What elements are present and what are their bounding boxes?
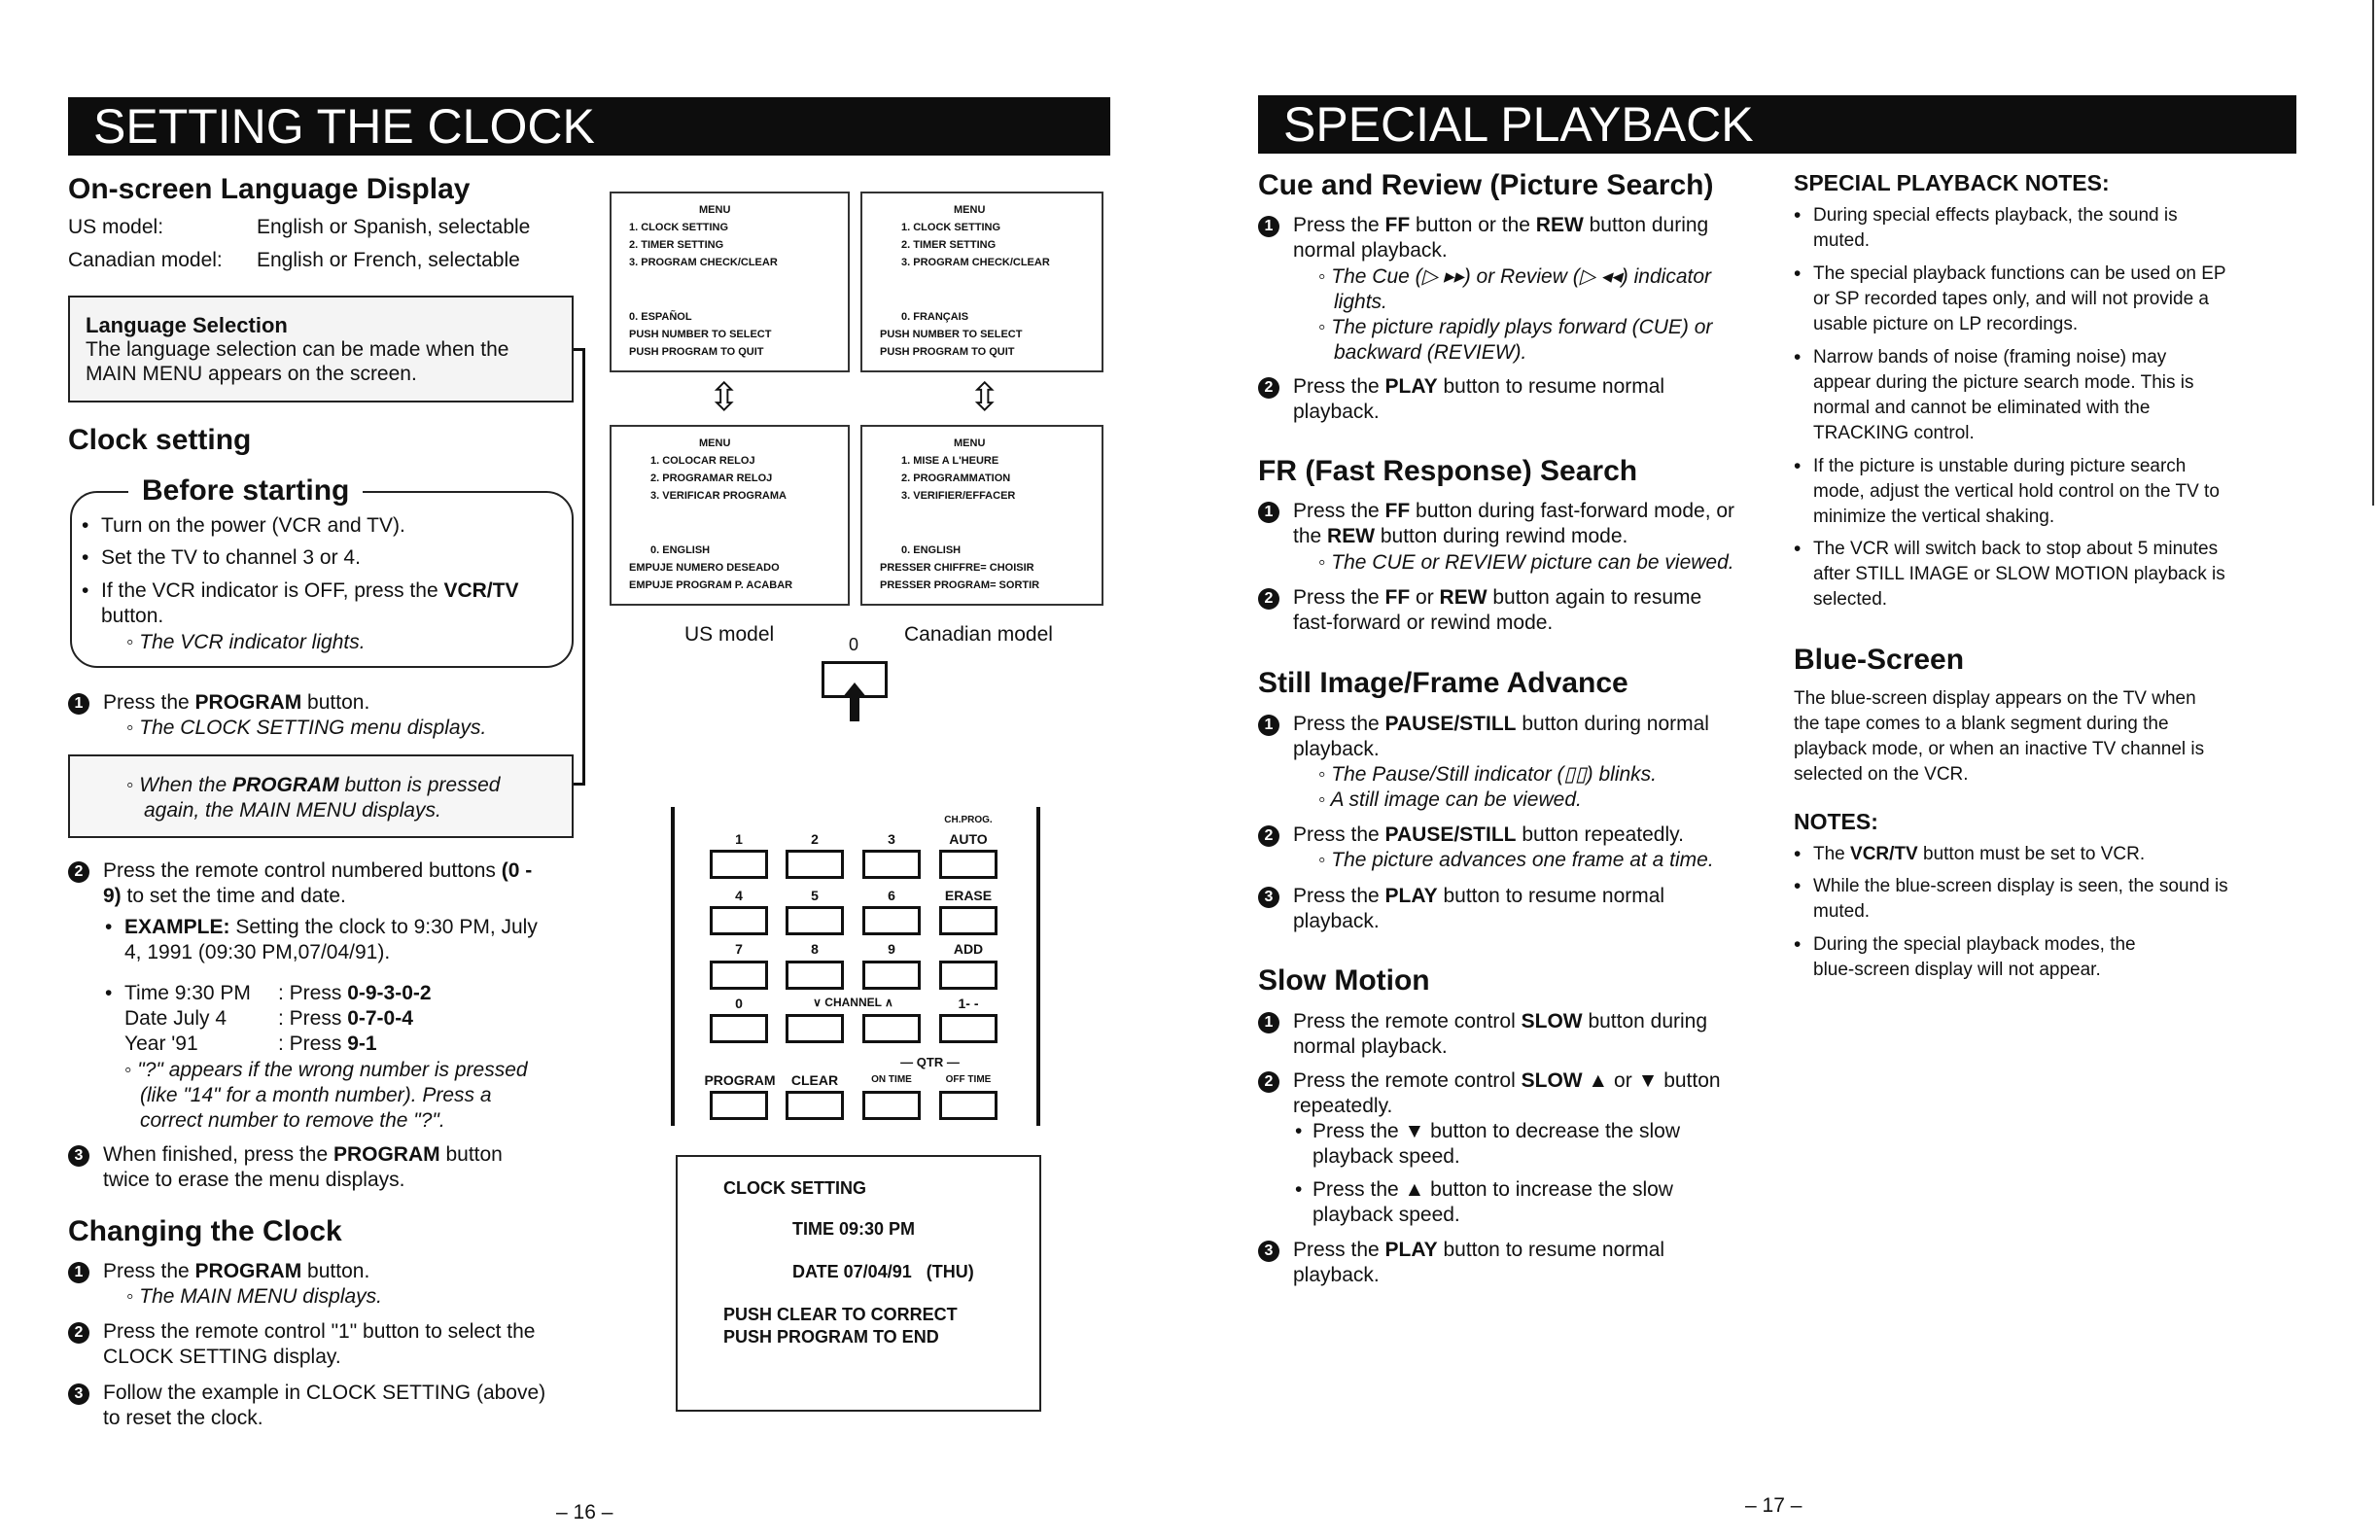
key-label: AUTO [949,831,988,847]
example-bullet: • [105,916,113,938]
still-step-1-a: Press the PAUSE/STILL button during normal [1293,713,1709,735]
step-3-text-1: When finished, press the PROGRAM button [103,1143,503,1166]
blue-text-1: The blue-screen display appears on the TV when [1794,688,2196,709]
change-step-3-a: Follow the example in CLOCK SETTING (above) [103,1382,546,1404]
channel-down-key[interactable] [786,1014,844,1043]
screen-line: 3. VERIFIER/EFFACER [901,490,1016,502]
note-3-b: appear during the picture search mode. This is [1813,372,2194,393]
key-program[interactable] [710,1091,768,1120]
screen-line: PUSH NUMBER TO SELECT [629,329,772,340]
screen-line: MENU [699,204,731,216]
note-bullet: • [1794,346,1802,368]
slow-step-3-a: Press the PLAY button to resume normal [1293,1239,1665,1261]
note-bullet: • [1794,262,1802,285]
fr-step-2-b: fast-forward or rewind mode. [1293,612,1554,634]
slow-bullet-1-a: Press the ▼ button to decrease the slow [1312,1120,1680,1142]
key-4[interactable] [710,906,768,935]
canadian-model-value: English or French, selectable [257,249,520,271]
key-label: 4 [735,888,743,903]
key-label: CLEAR [790,1072,839,1088]
language-selection-text-2: MAIN MENU appears on the screen. [86,363,417,385]
change-step-3-b: to reset the clock. [103,1407,263,1429]
blue-text-4: selected on the VCR. [1794,764,1969,785]
still-note-2: ◦ A still image can be viewed. [1318,788,1582,811]
us-menu-screen-spanish [610,425,850,606]
page-number-17: – 17 – [1745,1494,1802,1517]
note-2-c: usable picture on LP recordings. [1813,314,2079,334]
ch-prog-label: CH.PROG. [944,815,993,825]
blue-note-3-b: blue-screen display will not appear. [1813,960,2101,980]
slow-step-2-a: Press the remote control SLOW ▲ or ▼ button [1293,1069,1721,1092]
channel-up-key[interactable] [862,1014,921,1043]
note-2-a: The special playback functions can be used on EP [1813,263,2226,284]
change-step-3-marker: 3 [68,1383,89,1405]
key-3[interactable] [862,850,921,879]
step-1-note: ◦ The CLOCK SETTING menu displays. [126,717,487,739]
note-5-a: The VCR will switch back to stop about 5 minutes [1813,539,2219,559]
special-playback-banner: SPECIAL PLAYBACK [1258,95,2296,154]
fr-step-2-a: Press the FF or REW button again to resume [1293,586,1702,609]
slow-step-2-marker: 2 [1258,1071,1279,1093]
slow-bullet-1: • [1295,1120,1303,1142]
screen-line: 3. VERIFICAR PROGRAMA [650,490,787,502]
clock-screen-line-2: PUSH PROGRAM TO END [723,1327,939,1347]
screen-line: EMPUJE PROGRAM P. ACABAR [629,579,793,591]
before-bullet-3: • [82,579,89,602]
wrong-number-note-1: ◦ "?" appears if the wrong number is pressed [124,1059,528,1081]
blue-note-3-a: During the special playback modes, the [1813,934,2136,955]
screen-line: PRESSER CHIFFRE= CHOISIR [880,562,1034,574]
key-6[interactable] [862,906,921,935]
note-3-c: normal and cannot be eliminated with the [1813,398,2151,418]
cue-note-1: ◦ The Cue (▷ ▸▸) or Review (▷ ◂◂) indicator [1318,265,1712,288]
key-label: 8 [811,941,819,957]
still-step-2-note: ◦ The picture advances one frame at a time. [1318,849,1714,871]
cue-review-heading: Cue and Review (Picture Search) [1258,169,1714,201]
year-press: : Press 9-1 [278,1032,377,1055]
slow-step-1-marker: 1 [1258,1012,1279,1033]
screen-line: 1. CLOCK SETTING [901,222,1001,233]
screen-line: 2. PROGRAMAR RELOJ [650,472,773,484]
step-3-marker: 3 [68,1145,89,1167]
note-4-a: If the picture is unstable during picture search [1813,456,2187,476]
screen-line: PUSH PROGRAM TO QUIT [629,346,764,358]
change-step-1-marker: 1 [68,1262,89,1283]
fr-step-2-marker: 2 [1258,588,1279,610]
us-model-value: English or Spanish, selectable [257,216,531,238]
key-2[interactable] [786,850,844,879]
note-5-c: selected. [1813,589,1888,610]
note-1-b: muted. [1813,230,1871,251]
step-2-text-1: Press the remote control numbered buttons (0 - [103,859,533,882]
setting-the-clock-banner: SETTING THE CLOCK [68,97,1110,156]
change-step-1-note: ◦ The MAIN MENU displays. [126,1285,383,1308]
note-bullet: • [1794,933,1802,956]
screen-line: 0. ENGLISH [650,544,711,556]
key-label: 9 [888,941,895,957]
slow-step-1-a: Press the remote control SLOW button during [1293,1010,1708,1032]
slow-step-2-b: repeatedly. [1293,1095,1393,1117]
cue-step-2-a: Press the PLAY button to resume normal [1293,375,1665,398]
screen-line: 0. ENGLISH [901,544,962,556]
slow-bullet-1-b: playback speed. [1312,1145,1460,1168]
cue-note-2b: backward (REVIEW). [1334,341,1527,364]
clock-screen-title: CLOCK SETTING [723,1178,866,1198]
screen-line: 0. FRANÇAIS [901,311,969,323]
change-step-1: Press the PROGRAM button. [103,1260,370,1282]
note-3-a: Narrow bands of noise (framing noise) may [1813,347,2167,368]
language-selection-text-1: The language selection can be made when the [86,338,509,361]
still-note-1: ◦ The Pause/Still indicator (▯▯) blinks. [1318,763,1658,786]
cue-step-1-marker: 1 [1258,216,1279,237]
still-image-heading: Still Image/Frame Advance [1258,667,1628,699]
time-label: Time 9:30 PM [124,982,251,1004]
example-text-2: 4, 1991 (09:30 PM,07/04/91). [124,941,391,963]
us-model-caption: US model [684,623,775,646]
screen-line: PUSH PROGRAM TO QUIT [880,346,1015,358]
key-erase[interactable] [939,906,998,935]
still-step-3-marker: 3 [1258,887,1279,908]
note-bullet: • [1794,538,1802,560]
key-7[interactable] [710,961,768,990]
note-1-a: During special effects playback, the sound is [1813,205,2178,226]
still-step-1-marker: 1 [1258,715,1279,736]
blue-note-2-a: While the blue-screen display is seen, the sound is [1813,876,2228,896]
date-label: Date July 4 [124,1007,228,1030]
date-press: : Press 0-7-0-4 [278,1007,413,1030]
note-bullet: • [1794,875,1802,897]
fr-step-1-marker: 1 [1258,502,1279,523]
note-5-b: after STILL IMAGE or SLOW MOTION playback is [1813,564,2225,584]
fr-step-1-a: Press the FF button during fast-forward mode, or [1293,500,1735,522]
step-2-marker: 2 [68,861,89,883]
special-playback-notes-heading: SPECIAL PLAYBACK NOTES: [1794,170,2110,195]
slow-bullet-2-a: Press the ▲ button to increase the slow [1312,1178,1673,1201]
key-5[interactable] [786,906,844,935]
before-item-3-cont: button. [101,605,164,627]
step-2-text-2: 9) to set the time and date. [103,885,346,907]
blue-screen-heading: Blue-Screen [1794,644,1965,676]
note-bullet: • [1794,843,1802,865]
before-bullet-1: • [82,514,89,537]
before-note: ◦ The VCR indicator lights. [126,631,366,653]
us-menu-screen-english [610,192,850,372]
key-8[interactable] [786,961,844,990]
key-label: ERASE [944,888,993,903]
before-starting-title: Before starting [128,474,363,508]
key-label: OFF TIME [945,1074,992,1085]
key-label: 1 [735,831,743,847]
qtr-label: — QTR — [900,1055,960,1069]
screen-line: 1. COLOCAR RELOJ [650,455,755,467]
key-auto[interactable] [939,850,998,879]
key-dash[interactable] [939,1014,998,1043]
us-model-label: US model: [68,216,164,238]
fr-step-1-b: the REW button during rewind mode. [1293,525,1628,547]
before-bullet-2: • [82,546,89,569]
clock-setting-heading: Clock setting [68,424,252,456]
press-arrow-stem [850,696,859,721]
note-4-b: mode, adjust the vertical hold control on the TV to [1813,481,2220,502]
clock-screen-date: DATE 07/04/91 (THU) [792,1262,974,1281]
key-label: 3 [888,831,895,847]
language-selection-title: Language Selection [86,313,288,337]
blue-note-2-b: muted. [1813,901,1871,922]
slow-step-1-b: normal playback. [1293,1035,1448,1058]
slow-bullet-2: • [1295,1178,1303,1201]
page-edge-line [2372,0,2374,506]
step-3-text-2: twice to erase the menu displays. [103,1169,405,1191]
blue-text-2: the tape comes to a blank segment during the [1794,714,2169,734]
key-label: ON TIME [871,1074,912,1085]
example-text-1: EXAMPLE: Setting the clock to 9:30 PM, July [124,916,538,938]
cue-note-1b: lights. [1334,291,1387,313]
swap-arrow-icon: ⇳ [968,376,1001,419]
note-3-d: TRACKING control. [1813,423,1975,443]
key-label: ADD [953,941,984,957]
channel-key-label: ∨ CHANNEL ∧ [813,996,893,1009]
screen-line: 1. CLOCK SETTING [629,222,729,233]
key-0[interactable] [710,1014,768,1043]
key-label: 2 [811,831,819,847]
key-add[interactable] [939,961,998,990]
screen-line: PRESSER PROGRAM= SORTIR [880,579,1040,591]
canadian-model-label: Canadian model: [68,249,223,271]
before-item-1: Turn on the power (VCR and TV). [101,514,405,537]
ca-menu-screen-french [860,425,1103,606]
canadian-model-caption: Canadian model [904,623,1053,646]
swap-arrow-icon: ⇳ [708,376,741,419]
page-number-16: – 16 – [556,1501,613,1523]
key-off-time[interactable] [939,1091,998,1120]
cue-step-1-b: normal playback. [1293,239,1448,262]
key-on-time[interactable] [862,1091,921,1120]
cue-step-2-b: playback. [1293,401,1380,423]
still-step-3-b: playback. [1293,910,1380,932]
change-step-2-a: Press the remote control "1" button to select the [103,1320,536,1343]
blue-note-1: The VCR/TV button must be set to VCR. [1813,844,2146,864]
fr-search-heading: FR (Fast Response) Search [1258,455,1638,487]
wrong-number-note-2: (like "14" for a month number). Press a [140,1084,492,1106]
screen-line: 2. PROGRAMMATION [901,472,1011,484]
language-display-heading: On-screen Language Display [68,173,471,205]
key-label: 5 [811,888,819,903]
slow-step-3-b: playback. [1293,1264,1380,1286]
screen-line: 1. MISE A L'HEURE [901,455,999,467]
time-bullet: • [105,982,113,1004]
key-label: 1- - [958,996,979,1011]
key-label: 6 [888,888,895,903]
screen-line: 2. TIMER SETTING [901,239,997,251]
key-9[interactable] [862,961,921,990]
still-step-2-marker: 2 [1258,825,1279,847]
still-step-1-b: playback. [1293,738,1380,760]
screen-line: 2. TIMER SETTING [629,239,724,251]
note-bullet: • [1794,455,1802,477]
key-clear[interactable] [786,1091,844,1120]
before-item-3: If the VCR indicator is OFF, press the VCR/TV [101,579,519,602]
screen-line: 0. ESPAÑOL [629,311,692,323]
clock-screen-time: TIME 09:30 PM [792,1219,916,1239]
slow-step-3-marker: 3 [1258,1241,1279,1262]
screen-line: MENU [954,204,986,216]
screen-line: 3. PROGRAM CHECK/CLEAR [629,257,778,268]
key-label: PROGRAM [704,1072,776,1088]
wrong-number-note-3: correct number to remove the "?". [140,1109,445,1132]
step-1-text: Press the PROGRAM button. [103,691,370,714]
remote-left-edge [671,807,675,1126]
cue-step-1-a: Press the FF button or the REW button during [1293,214,1709,236]
screen-line: EMPUJE NUMERO DESEADO [629,562,780,574]
remote-right-edge [1036,807,1040,1126]
ca-menu-screen-english [860,192,1103,372]
slow-motion-heading: Slow Motion [1258,964,1430,997]
notes-heading: NOTES: [1794,809,1878,834]
slow-bullet-2-b: playback speed. [1312,1204,1460,1226]
before-item-2: Set the TV to channel 3 or 4. [101,546,361,569]
time-press: : Press 0-9-3-0-2 [278,982,432,1004]
screen-line: PUSH NUMBER TO SELECT [880,329,1023,340]
note-4-c: minimize the vertical shaking. [1813,507,2055,527]
key-label: 7 [735,941,743,957]
step-1-marker: 1 [68,693,89,715]
screen-line: MENU [699,438,731,449]
program-note-1: ◦ When the PROGRAM button is pressed [126,774,501,796]
blue-text-3: playback mode, or when an inactive TV channel is [1794,739,2205,759]
still-step-3-a: Press the PLAY button to resume normal [1293,885,1665,907]
clock-screen-line-1: PUSH CLEAR TO CORRECT [723,1305,958,1324]
program-note-2: again, the MAIN MENU displays. [144,799,441,822]
change-step-2-b: CLOCK SETTING display. [103,1346,341,1368]
still-step-2: Press the PAUSE/STILL button repeatedly. [1293,823,1684,846]
change-step-2-marker: 2 [68,1322,89,1344]
cue-step-2-marker: 2 [1258,377,1279,399]
note-bullet: • [1794,204,1802,227]
changing-clock-heading: Changing the Clock [68,1215,342,1247]
key-label: 0 [735,996,743,1011]
year-label: Year '91 [124,1032,198,1055]
note-2-b: or SP recorded tapes only, and will not provide a [1813,289,2209,309]
bracket-line [574,348,585,786]
cue-note-2: ◦ The picture rapidly plays forward (CUE) or [1318,316,1713,338]
screen-line: 3. PROGRAM CHECK/CLEAR [901,257,1050,268]
key-1[interactable] [710,850,768,879]
zero-key-label: 0 [849,635,859,654]
fr-note: ◦ The CUE or REVIEW picture can be viewed. [1318,551,1734,574]
screen-line: MENU [954,438,986,449]
